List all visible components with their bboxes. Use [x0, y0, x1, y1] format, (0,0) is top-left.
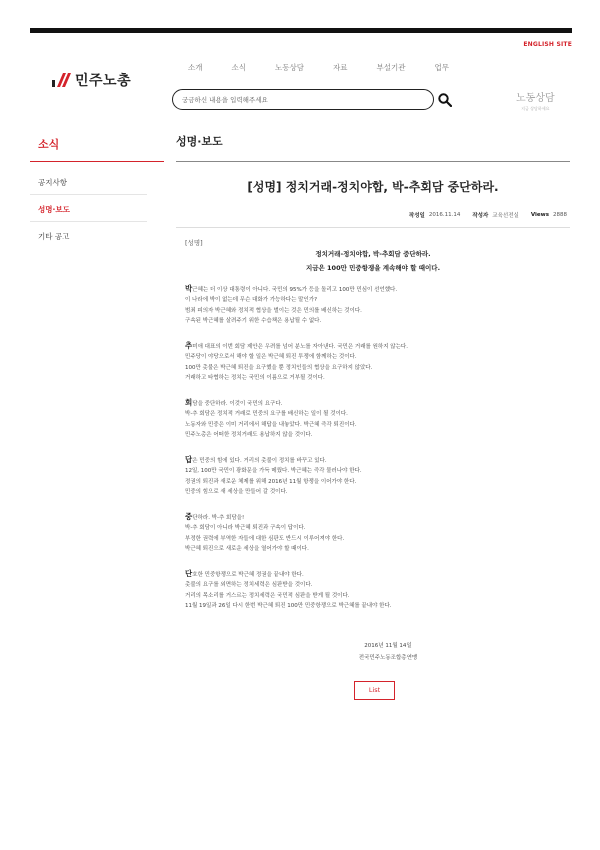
english-site-link[interactable]: ENGLISH SITE	[523, 41, 572, 48]
paragraph	[185, 569, 565, 612]
main-nav	[188, 62, 478, 73]
paragraph-line: 근혜는 더 이상 대통령이 아니다. 국민의 95%가 등을 돌리고 100만 민심이 선언했다.	[192, 287, 398, 293]
paragraph-line: 호한 민중항쟁으로 박근혜 정권을 끝내야 한다.	[192, 572, 304, 578]
paragraph	[185, 398, 565, 441]
counsel-link[interactable]	[516, 89, 555, 112]
views-label: Views	[530, 212, 549, 218]
paragraph-initial: 추	[185, 341, 193, 350]
paragraph-line: 미애 대표의 이번 회담 제안은 우려를 넘어 분노를 자아낸다. 국민은 거래를 원하지 않는다.	[192, 344, 408, 350]
paragraph-line: 담을 중단하라. 이것이 국민의 요구다.	[192, 401, 283, 407]
paragraph	[185, 512, 565, 555]
logo-text: 민주노총	[75, 73, 132, 89]
nav-item-resources[interactable]: 자료	[332, 63, 348, 72]
paragraph-line: 부정한 권력에 부역한 자들에 대한 심판도 반드시 이루어져야 한다.	[185, 535, 345, 542]
search-icon[interactable]	[438, 92, 452, 111]
paragraph	[185, 284, 565, 327]
sign-date: 2016년 11월 14일	[364, 643, 412, 649]
nav-item-counsel[interactable]: 노동상담	[275, 63, 304, 72]
paragraph-initial: 회	[185, 398, 193, 407]
author-label: 작성자	[472, 213, 489, 219]
paragraph-line: 12일, 100만 국민이 광화문을 가득 메웠다. 박근혜는 즉각 물러나야 한다.	[185, 467, 362, 474]
statement-heading: 정치거래-정치야합, 박-추회담 중단하라.	[315, 250, 431, 258]
paragraph-line: 100만 촛불은 박근혜 퇴진을 요구했을 뿐 정치인들의 협상을 요구하지 않았다.	[185, 364, 373, 371]
paragraph-line: 박-추 회담은 정치적 거래로 민중의 요구를 배신하는 일이 될 것이다.	[185, 410, 348, 417]
paragraph-line: 11월 19일과 26일 다시 한번 박근혜 퇴진 100만 민중항쟁으로 박근혜를 끝내야 한다.	[185, 603, 392, 610]
paragraph-line: 민주당이 야당으로서 해야 할 일은 박근혜 퇴진 투쟁에 함께하는 것이다.	[185, 353, 357, 360]
nav-item-news[interactable]: 소식	[231, 63, 246, 72]
post-author: 교육선전실	[492, 213, 519, 219]
paragraph-line: 거래하고 타협하는 정치는 국민의 이름으로 거부될 것이다.	[185, 375, 325, 382]
paragraph-initial: 답	[185, 455, 193, 464]
page-title-divider	[176, 161, 570, 162]
paragraph	[185, 455, 565, 498]
paragraph-line: 노동자와 민중은 이미 거리에서 해답을 내놓았다. 박근혜 즉각 퇴진이다.	[185, 421, 357, 428]
paragraph-line: 이 나라에 박이 없는데 무슨 대화가 가능하다는 말인가?	[185, 296, 318, 303]
logo-mark-icon	[52, 73, 72, 87]
paragraph-line: 박근혜 퇴진으로 새로운 세상을 열어가야 할 때이다.	[185, 546, 309, 553]
paragraph-line: 촛불의 요구를 외면하는 정치세력은 심판받을 것이다.	[185, 581, 313, 588]
sign-organization: 전국민주노동조합총연맹	[358, 655, 418, 661]
paragraph-line: 단하라. 박-추 회담을!	[192, 515, 245, 521]
paragraph-line: 구속된 박근혜를 살려주기 위한 수습책은 용납될 수 없다.	[185, 318, 322, 325]
search-placeholder: 궁금하신 내용을 입력해주세요	[182, 96, 268, 104]
sidebar-item-statements[interactable]: 성명·보도	[38, 205, 70, 214]
statement-subheading: 지금은 100만 민중항쟁을 계속해야 할 때이다.	[305, 264, 441, 272]
paragraph-line: 거리의 목소리를 거스르는 정치세력은 국민적 심판을 받게 될 것이다.	[185, 592, 350, 599]
paragraph-line: 박-추 회담이 아니라 박근혜 퇴진과 구속이 답이다.	[185, 524, 306, 531]
sidebar-item-other-notices[interactable]: 기타 공고	[38, 232, 70, 241]
post-date: 2016.11.14	[428, 212, 461, 218]
paragraph-line: 민주노총은 어떠한 정치거래도 용납하지 않을 것이다.	[185, 432, 313, 439]
paragraph-initial: 중	[185, 512, 193, 521]
post-meta	[409, 211, 567, 219]
paragraph-line: 정권의 퇴진과 새로운 체제를 위해 2016년 11월 항쟁을 이어가야 한다.	[185, 478, 357, 485]
post-tag: [성명]	[185, 239, 203, 247]
date-label: 작성일	[408, 213, 425, 219]
paragraph-line: 은 민중의 힘에 있다. 거리의 촛불이 정치를 바꾸고 있다.	[192, 458, 327, 464]
sidebar-title: 소식	[38, 138, 60, 151]
search-input[interactable]	[172, 89, 434, 110]
counsel-title: 노동상담	[516, 93, 555, 104]
list-button[interactable]: List	[354, 681, 395, 700]
nav-item-work[interactable]: 업무	[434, 63, 449, 72]
paragraph-initial: 박	[185, 284, 193, 293]
sidebar-separator	[30, 221, 147, 222]
nav-item-affiliates[interactable]: 부설기관	[376, 63, 406, 72]
sidebar-separator	[30, 194, 147, 195]
paragraph-line: 범죄 피의자 박근혜와 정치적 협상을 벌이는 것은 민의를 배신하는 것이다.	[185, 307, 362, 314]
paragraph	[185, 341, 565, 384]
paragraph-initial: 단	[185, 569, 193, 578]
logo[interactable]	[52, 70, 131, 90]
post-title: [성명] 정치거래-정치야합, 박-추회담 중단하라.	[247, 180, 499, 194]
counsel-subtitle: 지금 상담하세요	[521, 106, 550, 111]
page-title: 성명·보도	[176, 135, 223, 148]
post-views: 2888	[553, 212, 567, 218]
meta-divider	[176, 227, 570, 228]
sidebar-divider	[30, 161, 164, 162]
paragraph-line: 민중의 힘으로 새 세상을 만들어 갈 것이다.	[185, 489, 288, 496]
top-bar	[30, 28, 572, 33]
sidebar-item-notice[interactable]: 공지사항	[38, 178, 67, 187]
nav-item-intro[interactable]: 소개	[188, 63, 203, 72]
